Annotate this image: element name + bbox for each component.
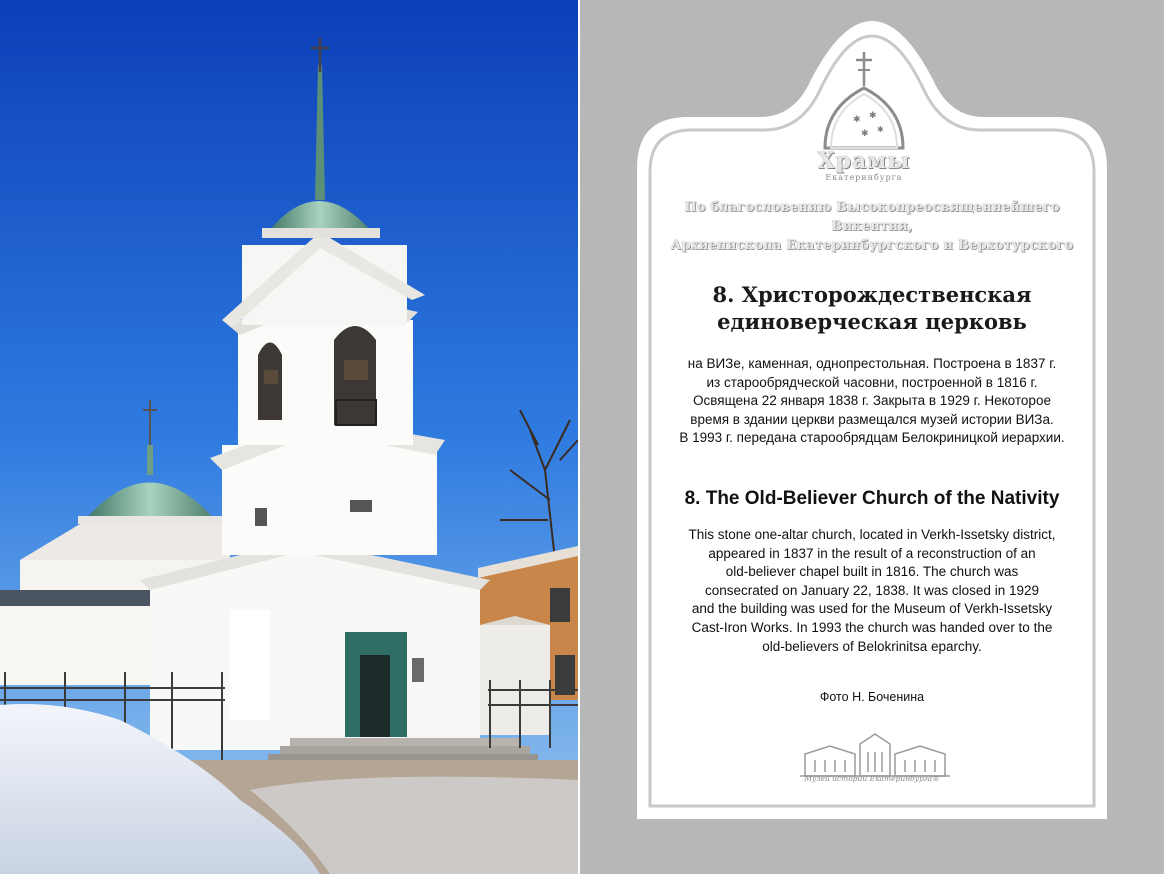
- svg-text:✱: ✱: [877, 125, 884, 134]
- russian-description: [650, 355, 1094, 448]
- english-description-line: old-believer chapel built in 1816. The church was: [725, 564, 1019, 580]
- info-card: [580, 0, 1164, 874]
- russian-description-line: на ВИЗе, каменная, однопрестольная. Построена в 1837 г.: [687, 356, 1057, 371]
- english-title: 8. The Old-Believer Church of the Nativity: [684, 488, 1060, 509]
- photo-credit: Фото Н. Боченина: [819, 690, 925, 704]
- museum-caption: Музей истории Екатеринбурга®: [804, 774, 940, 783]
- blessing-line: По благословению Высокопреосвященнейшего Викентия,: [684, 200, 1060, 234]
- logo-title: Храмы: [817, 148, 911, 174]
- english-description-line: Cast-Iron Works. In 1993 the church was handed over to the: [691, 619, 1053, 635]
- russian-title-line: единоверческая церковь: [717, 309, 1027, 334]
- svg-text:✱: ✱: [853, 114, 861, 124]
- svg-text:✱: ✱: [869, 110, 877, 120]
- church-photo-illustration: [0, 0, 578, 874]
- church-photo: [0, 0, 578, 874]
- english-description-line: old-believers of Belokrinitsa eparchy.: [762, 638, 982, 654]
- russian-description-line: из старообрядческой часовни, построенной в 1816 г.: [706, 374, 1038, 390]
- english-description-line: This stone one-altar church, located in Verkh-Issetsky district,: [688, 527, 1056, 542]
- russian-description-line: время в здании церкви размещался музей истории ВИЗа.: [690, 411, 1054, 427]
- russian-title: [640, 281, 1104, 335]
- english-description-line: and the building was used for the Museum of Verkh-Issetsky: [691, 601, 1053, 617]
- english-description: [660, 526, 1084, 656]
- blessing-line: Архиепископа Екатеринбургского и Верхотурского: [670, 238, 1074, 253]
- russian-description-line: Освящена 22 января 1838 г. Закрыта в 1929 г. Некоторое: [693, 393, 1051, 408]
- logo-subtitle: Екатеринбурга: [825, 173, 903, 182]
- english-description-line: appeared in 1837 in the result of a reconstruction of an: [708, 545, 1036, 561]
- temples-logo: [805, 48, 923, 198]
- blessing-text: [650, 198, 1094, 255]
- russian-description-line: В 1993 г. передана старообрядцам Белокриницкой иерархии.: [679, 430, 1065, 445]
- onion-dome-icon: [805, 48, 923, 158]
- svg-text:✱: ✱: [861, 128, 869, 138]
- english-description-line: consecrated on January 22, 1838. It was closed in 1929: [705, 582, 1039, 598]
- russian-title-line: 8. Христорождественская: [712, 282, 1032, 307]
